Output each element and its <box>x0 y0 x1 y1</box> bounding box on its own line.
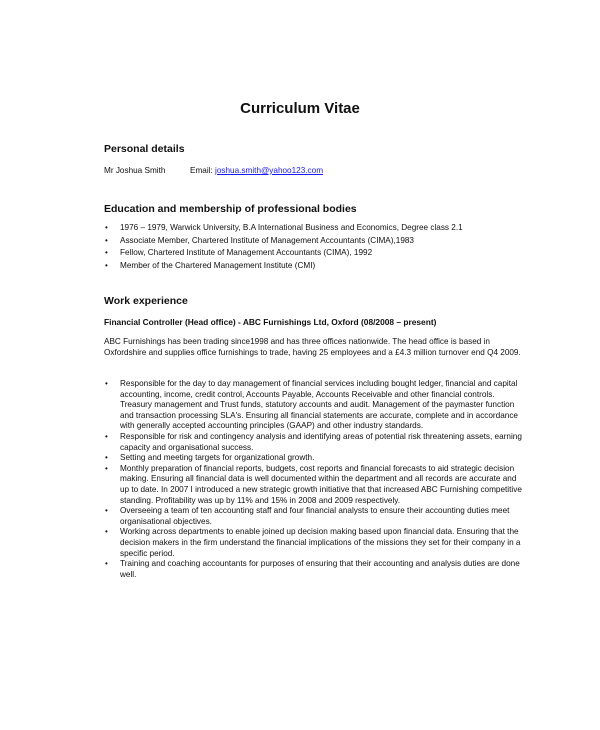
bullet-icon: • <box>105 463 108 473</box>
personal-details-heading: Personal details <box>104 143 185 155</box>
work-duties-list <box>104 379 524 580</box>
duty-item: • Responsible for the day to day management of financial services including bought ledger, financial and capital accounting, income, credit control, Accounts Payable, Accounts Receivable and other financial controls. Treasury management and Trust funds, statutory accounts and audit. Management of the paymaster function and transaction processing SLA's. Ensuring all financial statements are accurate, complete and in accordance with generally accepted accounting principles (GAAP) and other industry standards. <box>105 379 518 431</box>
education-heading: Education and membership of professional bodies <box>104 203 357 215</box>
bullet-icon: • <box>105 506 108 516</box>
work-experience-heading: Work experience <box>104 295 188 307</box>
duty-item: • Overseeing a team of ten accounting staff and four financial analysts to ensure their accounting duties meet organisational objectives. <box>105 506 510 526</box>
bullet-icon: • <box>105 235 108 245</box>
duty-item: • Training and coaching accountants for purposes of ensuring that their accounting and analysis duties are done well. <box>105 559 520 579</box>
personal-details-line <box>104 166 323 175</box>
company-intro: ABC Furnishings has been trading since1998 and has three offices nationwide. The head office is based in Oxfordshire and supplies office furnishings to trade, having 25 employees and a £4.3 million turnover end Q4 2009. <box>104 337 521 357</box>
duty-item: • Setting and meeting targets for organizational growth. <box>105 453 315 463</box>
duty-item: • Responsible for risk and contingency analysis and identifying areas of potential risk threatening assets, earning capacity and organisational success. <box>105 431 522 452</box>
education-item: • Associate Member, Chartered Institute of Management Accountants (CIMA),1983 <box>105 235 414 245</box>
email-link[interactable]: joshua.smith@yahoo123.com <box>215 166 324 175</box>
bullet-icon: • <box>105 453 108 463</box>
bullet-icon: • <box>105 527 108 537</box>
duty-item: • Monthly preparation of financial reports, budgets, cost reports and financial forecasts to aid strategic decision making. Ensuring all financial data is well documented within the department and all records are accurate and up to date. In 2007 I introduced a new strategic growth initiative that that increased ABC Furnishing competitive standing. Profitability was up by 11% and 15% in 2008 and 2009 respectively. <box>105 463 522 505</box>
education-list <box>104 223 463 273</box>
bullet-icon: • <box>105 559 108 569</box>
education-item: • Member of the Chartered Management Institute (CMI) <box>105 260 316 270</box>
bullet-icon: • <box>105 248 108 258</box>
person-name: Mr Joshua Smith <box>104 166 166 175</box>
bullet-icon: • <box>105 379 108 388</box>
bullet-icon: • <box>105 260 108 270</box>
education-item: • Fellow, Chartered Institute of Management Accountants (CIMA), 1992 <box>105 248 373 258</box>
role-title: Financial Controller (Head office) - ABC Furnishings Ltd, Oxford (08/2008 – present) <box>104 317 437 327</box>
email-label: Email: <box>190 166 213 175</box>
bullet-icon: • <box>105 223 108 232</box>
education-item: • 1976 – 1979, Warwick University, B.A International Business and Economics, Degree class 2.1 <box>105 223 463 232</box>
bullet-icon: • <box>105 431 108 441</box>
document-title: Curriculum Vitae <box>240 100 360 117</box>
duty-item: • Working across departments to enable joined up decision making based upon financial data. Ensuring that the decision makers in the firm understand the financial implications of the missions they set for their company in a specific period. <box>105 527 521 558</box>
